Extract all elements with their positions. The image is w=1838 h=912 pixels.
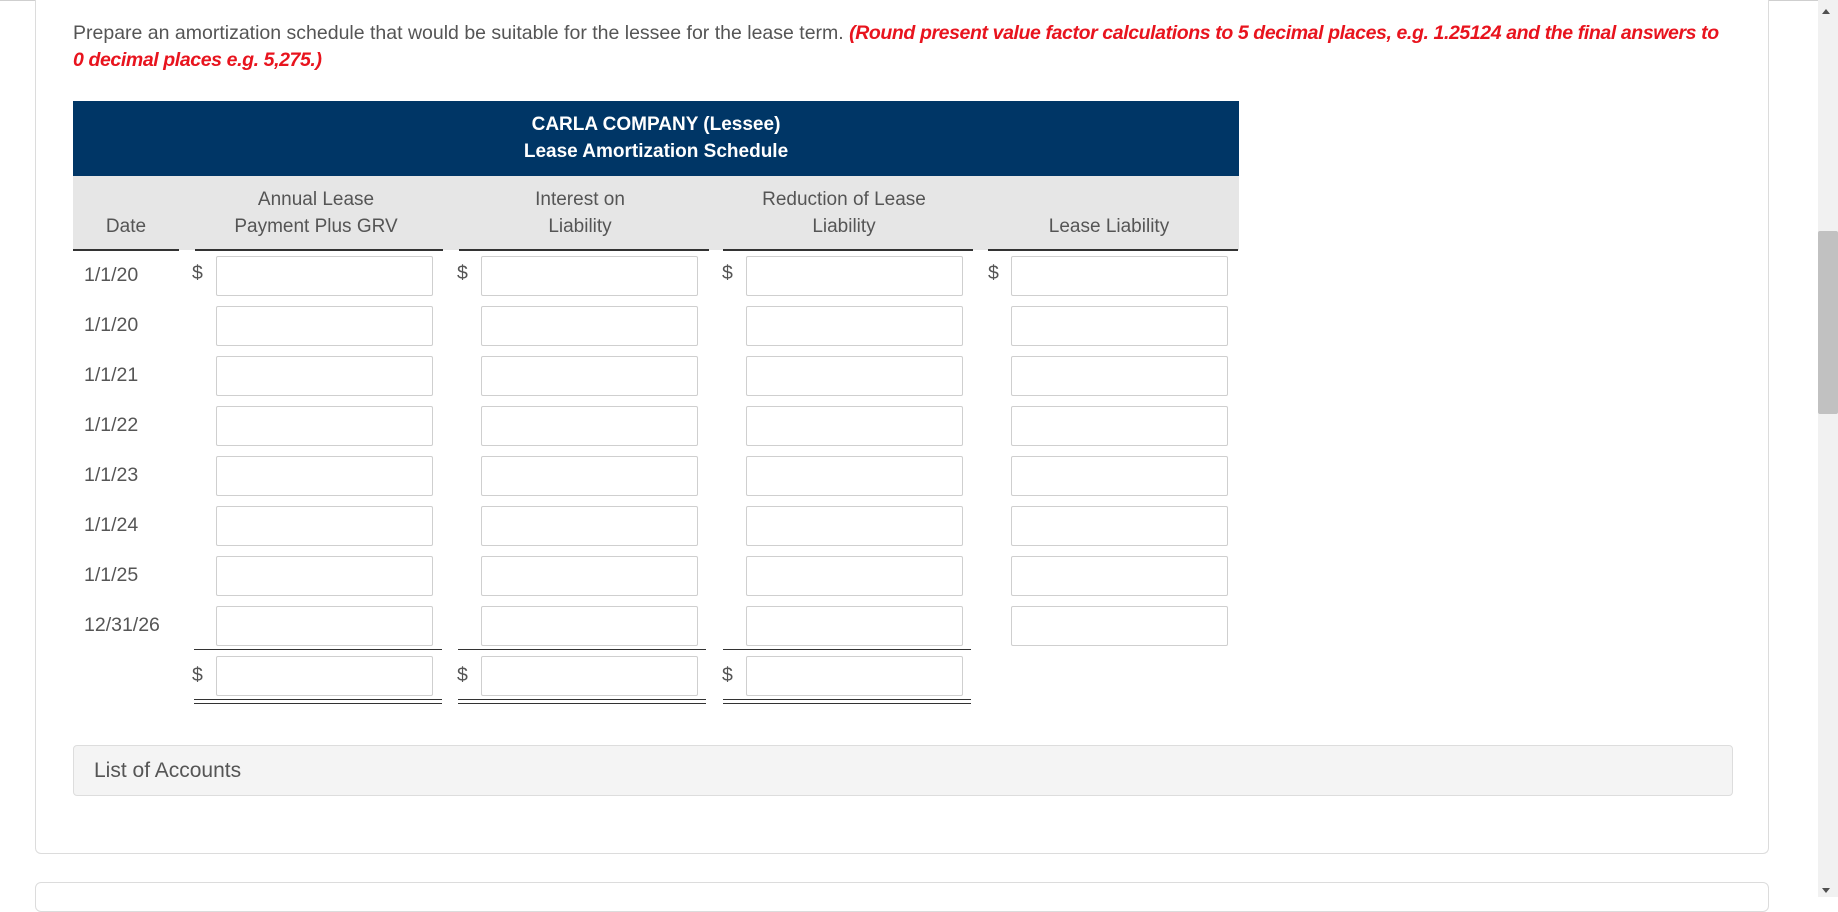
liability-input[interactable] bbox=[1011, 606, 1228, 646]
row-date: 1/1/25 bbox=[84, 564, 139, 586]
payment-input[interactable] bbox=[216, 606, 433, 646]
next-card bbox=[35, 882, 1769, 912]
scrollbar-thumb[interactable] bbox=[1818, 231, 1838, 414]
col-head-interest bbox=[459, 186, 701, 240]
row-date: 12/31/26 bbox=[84, 614, 160, 636]
liability-input[interactable] bbox=[1011, 506, 1228, 546]
col-head-payment-line2: Payment Plus GRV bbox=[234, 216, 398, 237]
currency-symbol: $ bbox=[988, 262, 999, 284]
subtotal-line bbox=[458, 649, 706, 650]
payment-input[interactable] bbox=[216, 306, 433, 346]
vertical-scrollbar[interactable] bbox=[1818, 0, 1838, 897]
interest-input[interactable] bbox=[481, 306, 698, 346]
total-double-line bbox=[194, 699, 442, 700]
reduction-input[interactable] bbox=[746, 556, 963, 596]
interest-input[interactable] bbox=[481, 356, 698, 396]
list-of-accounts-button[interactable]: List of Accounts bbox=[73, 745, 1733, 796]
liability-input[interactable] bbox=[1011, 456, 1228, 496]
payment-input[interactable] bbox=[216, 556, 433, 596]
scroll-down-arrow-icon[interactable] bbox=[1822, 888, 1830, 893]
col-underline-reduction bbox=[723, 249, 973, 251]
reduction-input[interactable] bbox=[746, 356, 963, 396]
col-head-reduction-line2: Liability bbox=[812, 216, 876, 237]
payment-input[interactable] bbox=[216, 256, 433, 296]
row-date: 1/1/20 bbox=[84, 264, 139, 286]
schedule-title: Lease Amortization Schedule bbox=[523, 141, 789, 162]
total-double-line bbox=[194, 703, 442, 704]
liability-input[interactable] bbox=[1011, 406, 1228, 446]
col-head-interest-line2: Liability bbox=[548, 216, 612, 237]
row-date: 1/1/20 bbox=[84, 314, 139, 336]
subtotal-line bbox=[723, 649, 971, 650]
col-head-payment bbox=[195, 186, 437, 240]
interest-input[interactable] bbox=[481, 406, 698, 446]
interest-input[interactable] bbox=[481, 456, 698, 496]
total-double-line bbox=[458, 703, 706, 704]
col-head-liability: Lease Liability bbox=[1048, 216, 1170, 237]
rounding-note: (Round present value factor calculations to 5 decimal places, e.g. 1.25124 and the final answers to 0 decimal places e.g. 5,275.) bbox=[73, 22, 1719, 71]
col-head-reduction bbox=[723, 186, 965, 240]
col-underline-interest bbox=[459, 249, 709, 251]
interest-input[interactable] bbox=[481, 556, 698, 596]
currency-symbol: $ bbox=[192, 262, 203, 284]
currency-symbol: $ bbox=[457, 262, 468, 284]
row-date: 1/1/22 bbox=[84, 414, 139, 436]
company-name: CARLA COMPANY (Lessee) bbox=[531, 114, 781, 135]
total-double-line bbox=[458, 699, 706, 700]
payment-input[interactable] bbox=[216, 406, 433, 446]
col-head-payment-line1: Annual Lease bbox=[257, 189, 375, 210]
currency-symbol: $ bbox=[722, 262, 733, 284]
payment-input[interactable] bbox=[216, 356, 433, 396]
liability-input[interactable] bbox=[1011, 356, 1228, 396]
subtotal-line bbox=[194, 649, 442, 650]
col-underline-date bbox=[73, 249, 179, 251]
instructions bbox=[73, 20, 1733, 74]
liability-input[interactable] bbox=[1011, 256, 1228, 296]
col-head-interest-line1: Interest on bbox=[535, 189, 625, 210]
reduction-input[interactable] bbox=[746, 306, 963, 346]
col-head-reduction-line1: Reduction of Lease bbox=[762, 189, 926, 210]
col-head-date: Date bbox=[105, 216, 147, 237]
currency-symbol: $ bbox=[722, 664, 733, 686]
total-payment-input[interactable] bbox=[216, 656, 433, 696]
scroll-up-arrow-icon[interactable] bbox=[1822, 9, 1830, 14]
row-date: 1/1/24 bbox=[84, 514, 139, 536]
currency-symbol: $ bbox=[457, 664, 468, 686]
row-date: 1/1/21 bbox=[84, 364, 139, 386]
interest-input[interactable] bbox=[481, 256, 698, 296]
reduction-input[interactable] bbox=[746, 506, 963, 546]
reduction-input[interactable] bbox=[746, 406, 963, 446]
col-underline-liability bbox=[988, 249, 1238, 251]
currency-symbol: $ bbox=[192, 664, 203, 686]
reduction-input[interactable] bbox=[746, 256, 963, 296]
payment-input[interactable] bbox=[216, 456, 433, 496]
total-reduction-input[interactable] bbox=[746, 656, 963, 696]
interest-input[interactable] bbox=[481, 506, 698, 546]
liability-input[interactable] bbox=[1011, 556, 1228, 596]
total-double-line bbox=[723, 703, 971, 704]
instructions-text: Prepare an amortization schedule that would be suitable for the lessee for the lease term. bbox=[73, 22, 844, 44]
reduction-input[interactable] bbox=[746, 606, 963, 646]
total-interest-input[interactable] bbox=[481, 656, 698, 696]
reduction-input[interactable] bbox=[746, 456, 963, 496]
row-date: 1/1/23 bbox=[84, 464, 139, 486]
payment-input[interactable] bbox=[216, 506, 433, 546]
interest-input[interactable] bbox=[481, 606, 698, 646]
col-underline-payment bbox=[195, 249, 443, 251]
liability-input[interactable] bbox=[1011, 306, 1228, 346]
total-double-line bbox=[723, 699, 971, 700]
schedule-header bbox=[73, 101, 1239, 176]
